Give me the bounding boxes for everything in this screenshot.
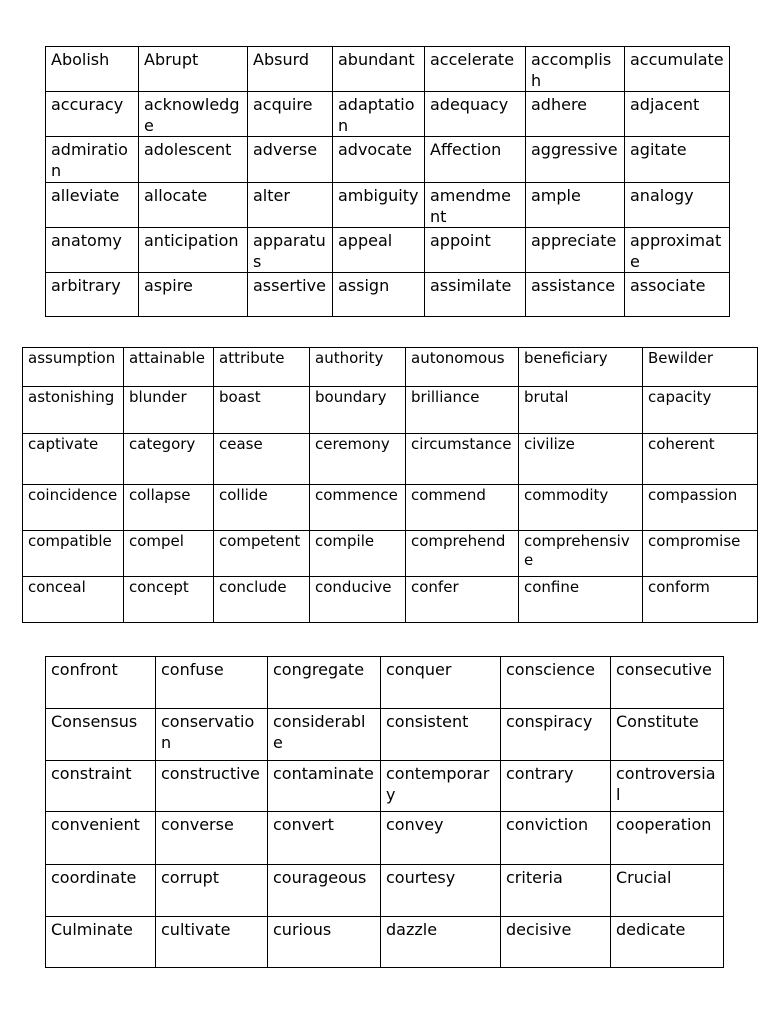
word-cell: confuse [156,657,268,709]
word-cell: courtesy [381,865,501,917]
word-cell: category [124,434,214,485]
word-cell: curious [268,917,381,968]
word-cell: convert [268,812,381,865]
word-cell: consecutive [611,657,724,709]
word-cell: concept [124,577,214,623]
table-row [23,531,758,577]
word-cell: dazzle [381,917,501,968]
word-cell: cease [214,434,310,485]
word-cell: beneficiary [519,348,643,387]
word-cell: commodity [519,485,643,531]
word-cell: consistent [381,709,501,761]
word-cell: Abolish [46,47,139,92]
word-cell: confer [406,577,519,623]
word-cell: amendment [425,183,526,228]
word-cell: ample [526,183,625,228]
word-cell: boast [214,387,310,434]
word-cell: dedicate [611,917,724,968]
word-cell: Absurd [248,47,333,92]
word-cell: attribute [214,348,310,387]
table-row [23,434,758,485]
table-row [23,577,758,623]
word-cell: boundary [310,387,406,434]
word-cell: Bewilder [643,348,758,387]
word-cell: assertive [248,273,333,317]
word-cell: alleviate [46,183,139,228]
table-row [46,137,730,183]
word-cell: competent [214,531,310,577]
word-cell: ceremony [310,434,406,485]
word-cell: anatomy [46,228,139,273]
word-cell: conquer [381,657,501,709]
word-cell: compassion [643,485,758,531]
table-row [23,387,758,434]
word-cell: adequacy [425,92,526,137]
word-cell: confine [519,577,643,623]
word-cell: accumulate [625,47,730,92]
word-cell: advocate [333,137,425,183]
word-cell: Abrupt [139,47,248,92]
table-row [46,47,730,92]
word-cell: captivate [23,434,124,485]
word-cell: capacity [643,387,758,434]
word-cell: appoint [425,228,526,273]
word-cell: assumption [23,348,124,387]
word-cell: accuracy [46,92,139,137]
word-cell: analogy [625,183,730,228]
word-cell: corrupt [156,865,268,917]
word-cell: conservation [156,709,268,761]
word-cell: aggressive [526,137,625,183]
word-cell: Constitute [611,709,724,761]
word-cell: cooperation [611,812,724,865]
word-cell: conform [643,577,758,623]
word-cell: converse [156,812,268,865]
word-cell: cultivate [156,917,268,968]
word-cell: coincidence [23,485,124,531]
word-cell: contrary [501,761,611,812]
word-cell: adjacent [625,92,730,137]
word-cell: civilize [519,434,643,485]
table-row [46,183,730,228]
word-cell: collide [214,485,310,531]
table-row [46,273,730,317]
word-cell: compile [310,531,406,577]
table-row [46,812,724,865]
word-cell: constraint [46,761,156,812]
word-cell: conspiracy [501,709,611,761]
word-cell: convey [381,812,501,865]
word-cell: aspire [139,273,248,317]
word-cell: acquire [248,92,333,137]
word-cell: apparatus [248,228,333,273]
table-row [46,865,724,917]
table-row [46,709,724,761]
word-cell: assistance [526,273,625,317]
word-cell: Consensus [46,709,156,761]
table-row [46,917,724,968]
word-cell: compel [124,531,214,577]
vocab-table-2 [22,347,758,623]
word-cell: assign [333,273,425,317]
word-cell: brilliance [406,387,519,434]
word-cell: attainable [124,348,214,387]
word-cell: approximate [625,228,730,273]
word-cell: accomplish [526,47,625,92]
word-cell: compatible [23,531,124,577]
word-cell: accelerate [425,47,526,92]
word-cell: admiration [46,137,139,183]
vocab-table-1 [45,46,730,317]
table-row [46,657,724,709]
word-cell: controversial [611,761,724,812]
table-row [23,348,758,387]
vocab-table-3 [45,656,724,968]
word-cell: acknowledge [139,92,248,137]
word-cell: associate [625,273,730,317]
word-cell: ambiguity [333,183,425,228]
word-cell: conviction [501,812,611,865]
word-cell: coherent [643,434,758,485]
word-cell: conducive [310,577,406,623]
word-cell: criteria [501,865,611,917]
word-cell: coordinate [46,865,156,917]
word-cell: decisive [501,917,611,968]
word-cell: circumstance [406,434,519,485]
word-cell: appeal [333,228,425,273]
word-cell: conceal [23,577,124,623]
word-cell: commend [406,485,519,531]
word-cell: autonomous [406,348,519,387]
word-cell: Culminate [46,917,156,968]
word-cell: convenient [46,812,156,865]
word-cell: arbitrary [46,273,139,317]
word-cell: commence [310,485,406,531]
word-cell: alter [248,183,333,228]
word-cell: adaptation [333,92,425,137]
word-cell: constructive [156,761,268,812]
word-cell: contaminate [268,761,381,812]
word-cell: congregate [268,657,381,709]
word-cell: considerable [268,709,381,761]
table-row [23,485,758,531]
table-row [46,92,730,137]
word-cell: appreciate [526,228,625,273]
word-cell: assimilate [425,273,526,317]
word-cell: anticipation [139,228,248,273]
word-cell: conscience [501,657,611,709]
word-cell: adverse [248,137,333,183]
word-cell: confront [46,657,156,709]
word-cell: contemporary [381,761,501,812]
word-cell: courageous [268,865,381,917]
word-cell: comprehensive [519,531,643,577]
word-cell: conclude [214,577,310,623]
table-row [46,228,730,273]
word-cell: authority [310,348,406,387]
word-cell: abundant [333,47,425,92]
word-cell: adolescent [139,137,248,183]
word-cell: compromise [643,531,758,577]
word-cell: comprehend [406,531,519,577]
word-cell: Affection [425,137,526,183]
table-row [46,761,724,812]
word-cell: agitate [625,137,730,183]
word-cell: blunder [124,387,214,434]
word-cell: collapse [124,485,214,531]
word-cell: adhere [526,92,625,137]
word-cell: Crucial [611,865,724,917]
word-cell: brutal [519,387,643,434]
word-cell: allocate [139,183,248,228]
word-cell: astonishing [23,387,124,434]
